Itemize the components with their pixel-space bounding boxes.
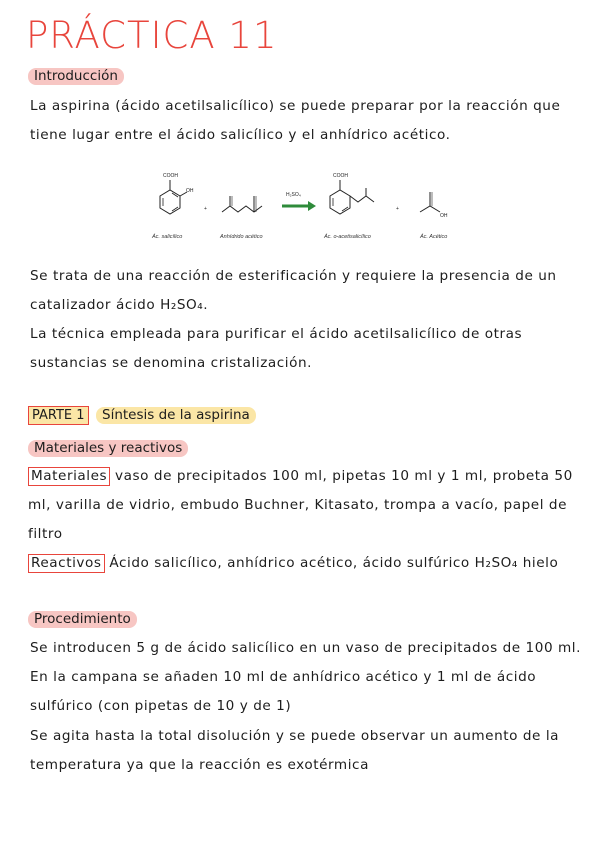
label-salicylic-acid: Ác. salicílico	[152, 234, 183, 240]
acetic-acid-structure	[420, 192, 448, 219]
part-1-tag: PARTE 1	[28, 406, 89, 425]
label-acetic-acid: Ác. Acético	[420, 234, 448, 240]
oh-label-2: OH	[440, 213, 448, 219]
label-acetic-anhydride: Anhídrido acético	[220, 234, 263, 240]
reaction-scheme	[130, 168, 470, 248]
reactives-paragraph	[28, 549, 583, 578]
part-1-title: Síntesis de la aspirina	[96, 407, 256, 424]
intro-paragraph-3: La técnica empleada para purificar el ácido acetilsalicílico de otras sustancias se denomina cristalización.	[30, 326, 523, 371]
procedure-heading: Procedimiento	[28, 611, 137, 628]
label-acetylsalicylic-acid: Ác. o-acetisalicílico	[324, 234, 371, 240]
procedure-paragraph-2: Se agita hasta la total disolución y se puede observar un aumento de la temperatura ya que la reacción es exotérmica	[30, 728, 560, 773]
reactives-label: Reactivos	[28, 554, 105, 573]
reactives-text: Ácido salicílico, anhídrico acético, ácido sulfúrico H₂SO₄ hielo	[109, 555, 559, 571]
cooh-label-2: COOH	[333, 173, 348, 179]
plus-sign-2: +	[396, 206, 399, 212]
acetic-anhydride-structure	[222, 196, 262, 212]
salicylic-acid-structure	[160, 173, 194, 214]
materials-text: vaso de precipitados 100 ml, pipetas 10 ml y 1 ml, probeta 50 ml, varilla de vidrio, embudo Buchner, Kitasato, trompa a vacío, papel de filtro	[28, 468, 573, 542]
intro-paragraph-1: La aspirina (ácido acetilsalicílico) se puede preparar por la reacción que tiene lugar entre el ácido salicílico y el anhídrico acético.	[30, 98, 561, 143]
oh-label-1: OH	[186, 188, 194, 194]
plus-sign-1: +	[204, 206, 207, 212]
intro-heading: Introducción	[28, 68, 124, 85]
materials-label: Materiales	[28, 467, 110, 486]
catalyst-label: H₂SO₄	[286, 192, 301, 198]
acetylsalicylic-acid-structure	[330, 173, 374, 214]
page-title: PRÁCTICA 11	[26, 14, 278, 57]
materials-paragraph	[28, 462, 583, 549]
cooh-label-1: COOH	[163, 173, 178, 179]
intro-paragraph-2: Se trata de una reacción de esterificación y requiere la presencia de un catalizador ácido H₂SO₄.	[30, 268, 557, 313]
procedure-paragraph-1: Se introducen 5 g de ácido salicílico en un vaso de precipitados de 100 ml. En la campana se añaden 10 ml de anhídrico acético y 1 ml de ácido sulfúrico (con pipetas de 10 y de 1)	[30, 640, 582, 714]
materials-heading: Materiales y reactivos	[28, 440, 188, 457]
reaction-arrow	[282, 192, 316, 211]
